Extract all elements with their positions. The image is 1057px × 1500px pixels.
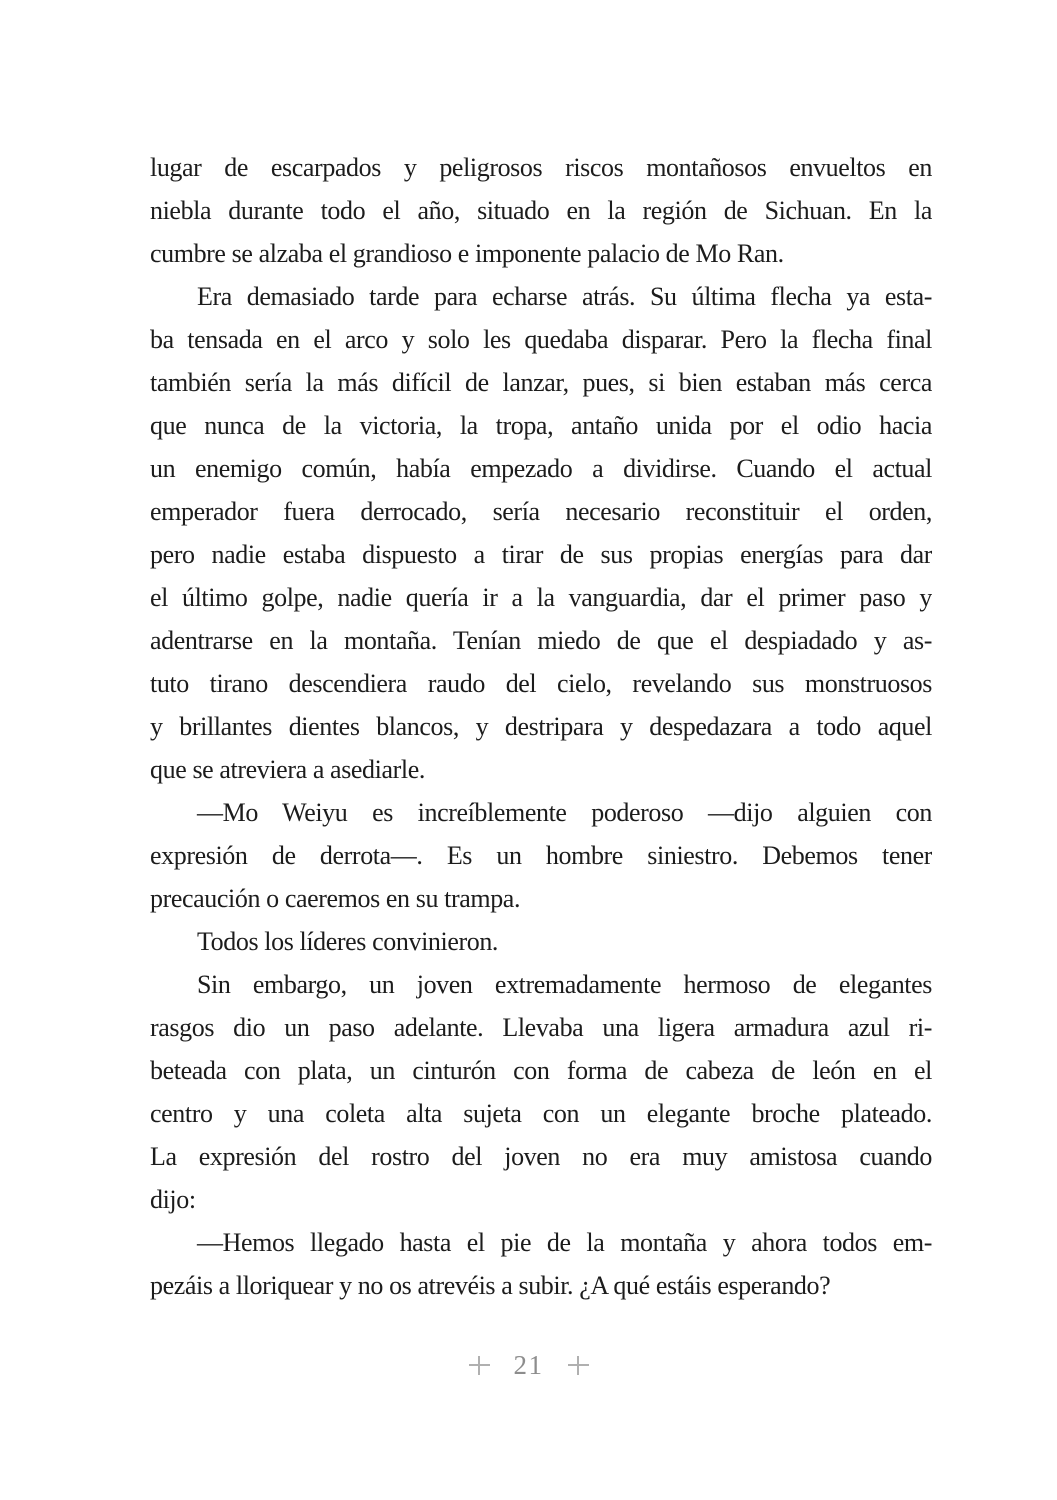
paragraph — [150, 146, 932, 275]
text-line: cumbre se alzaba el grandioso e imponente palacio de Mo Ran. — [150, 239, 784, 268]
text-line: —Mo Weiyu es increíblemente poderoso —dijo alguien con — [197, 798, 932, 827]
paragraph — [150, 963, 932, 1221]
paragraph — [150, 275, 932, 791]
text-line: Era demasiado tarde para echarse atrás. Su última flecha ya esta- — [197, 282, 932, 311]
text-line: beteada con plata, un cinturón con forma de cabeza de león en el — [150, 1056, 932, 1085]
cross-ornament-icon — [469, 1355, 490, 1376]
text-line: precaución o caeremos en su trampa. — [150, 884, 521, 913]
text-line: La expresión del rostro del joven no era muy amistosa cuando — [150, 1142, 932, 1171]
text-line: también sería la más difícil de lanzar, pues, si bien estaban más cerca — [150, 368, 932, 397]
text-line: tuto tirano descendiera raudo del cielo, revelando sus monstruosos — [150, 669, 932, 698]
paragraph — [150, 1221, 932, 1307]
page-text-block — [150, 146, 932, 1307]
text-line: rasgos dio un paso adelante. Llevaba una ligera armadura azul ri- — [150, 1013, 932, 1042]
text-line: pero nadie estaba dispuesto a tirar de sus propias energías para dar — [150, 540, 932, 569]
page-number: 21 — [513, 1349, 544, 1380]
text-line: que se atreviera a asediarle. — [150, 755, 425, 784]
text-line: y brillantes dientes blancos, y destripara y despedazara a todo aquel — [150, 712, 932, 741]
text-line: dijo: — [150, 1185, 196, 1214]
text-line: lugar de escarpados y peligrosos riscos montañosos envueltos en — [150, 153, 932, 182]
paragraph — [150, 920, 932, 963]
paragraph — [150, 791, 932, 920]
text-line: —Hemos llegado hasta el pie de la montaña y ahora todos em- — [197, 1228, 932, 1257]
text-line: un enemigo común, había empezado a dividirse. Cuando el actual — [150, 454, 932, 483]
text-line: el último golpe, nadie quería ir a la vanguardia, dar el primer paso y — [150, 583, 932, 612]
cross-ornament-icon — [568, 1355, 589, 1376]
text-line: Todos los líderes convinieron. — [197, 927, 499, 956]
text-line: pezáis a lloriquear y no os atrevéis a subir. ¿A qué estáis esperando? — [150, 1271, 831, 1300]
text-line: niebla durante todo el año, situado en la región de Sichuan. En la — [150, 196, 932, 225]
text-line: que nunca de la victoria, la tropa, antaño unida por el odio hacia — [150, 411, 932, 440]
text-line: Sin embargo, un joven extremadamente hermoso de elegantes — [197, 970, 932, 999]
page-footer — [0, 1349, 1057, 1380]
text-line: emperador fuera derrocado, sería necesario reconstituir el orden, — [150, 497, 932, 526]
text-line: ba tensada en el arco y solo les quedaba disparar. Pero la flecha final — [150, 325, 932, 354]
text-line: adentrarse en la montaña. Tenían miedo de que el despiadado y as- — [150, 626, 932, 655]
text-line: centro y una coleta alta sujeta con un elegante broche plateado. — [150, 1099, 932, 1128]
text-line: expresión de derrota—. Es un hombre siniestro. Debemos tener — [150, 841, 932, 870]
